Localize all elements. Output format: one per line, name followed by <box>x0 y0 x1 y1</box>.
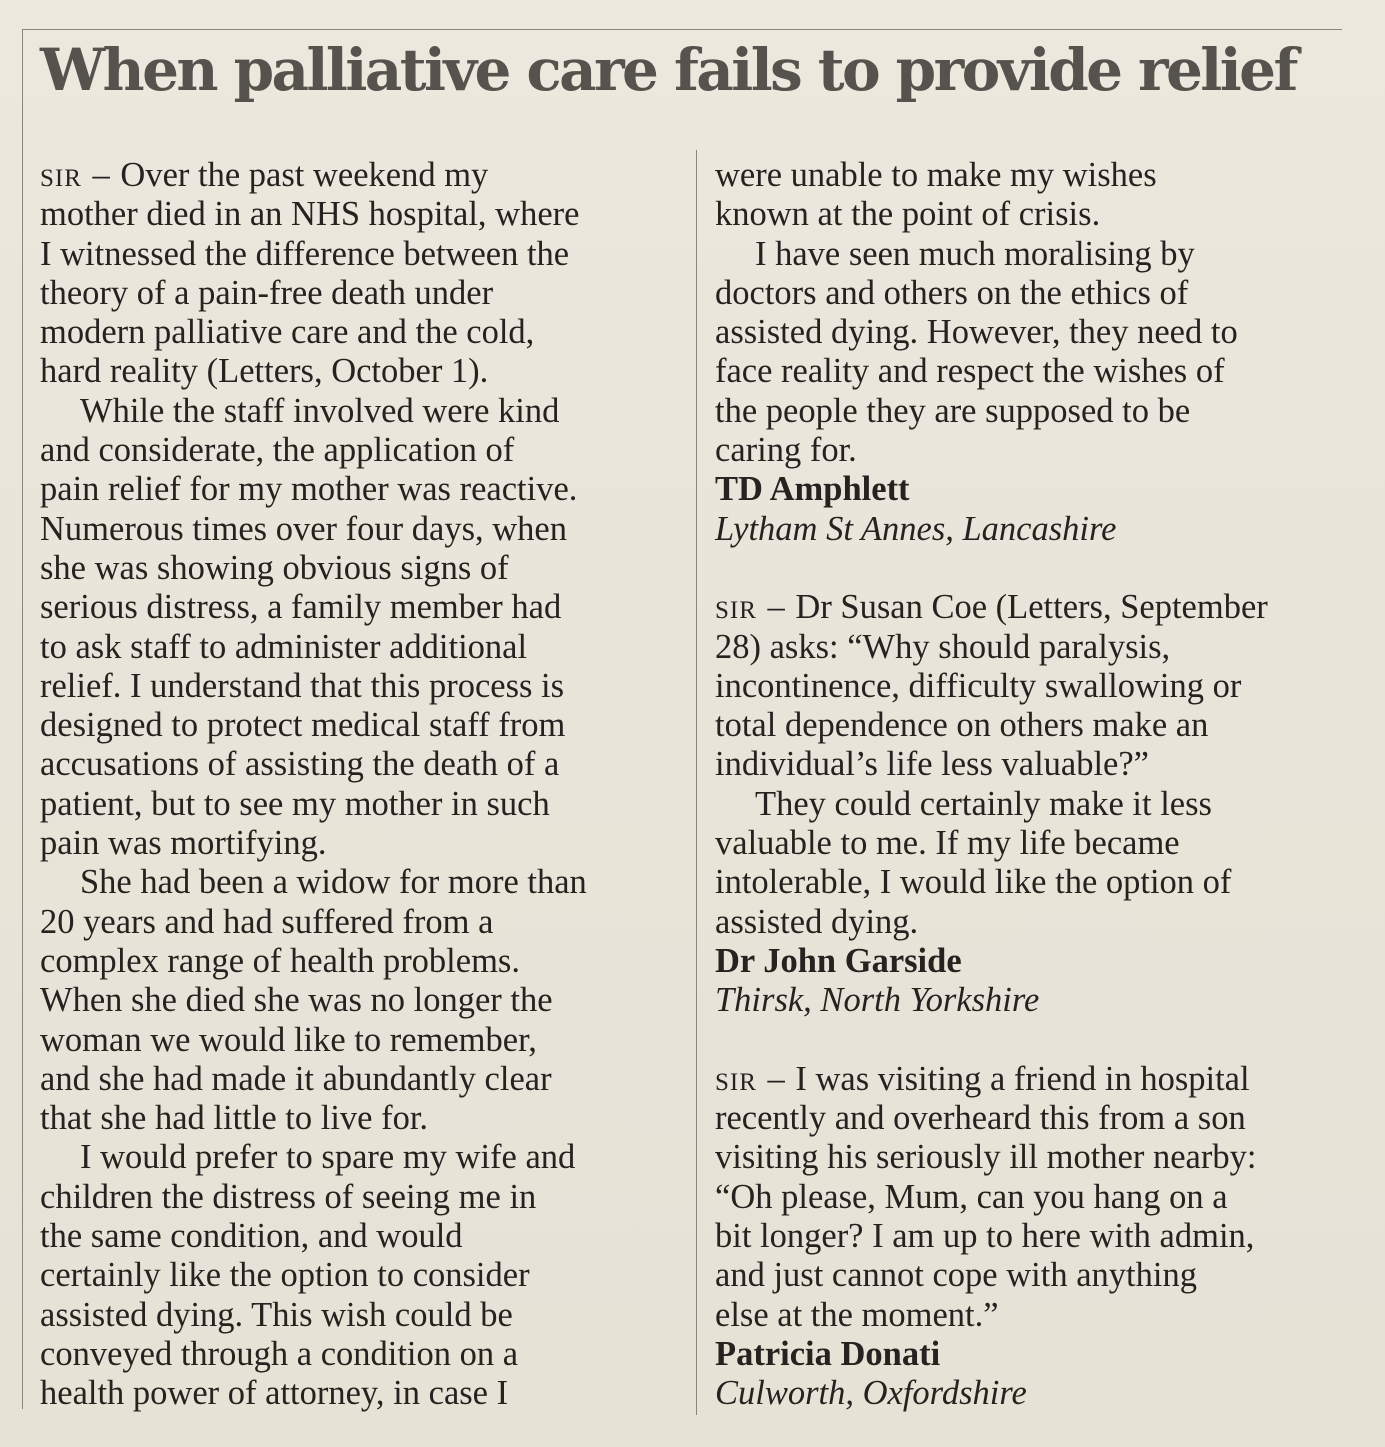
signature-name: Dr John Garside <box>715 941 962 980</box>
letter-line: relief. I understand that this process is <box>40 666 565 705</box>
letter-line: health power of attorney, in case I <box>40 1374 509 1413</box>
letter-line: mother died in an NHS hospital, where <box>40 195 580 234</box>
letter-line: While the staff involved were kind <box>80 391 560 430</box>
letter-line: incontinence, difficulty swallowing or <box>715 666 1242 705</box>
salutation: SIR <box>715 597 757 625</box>
letter-line: She had been a widow for more than <box>80 863 587 902</box>
letter-2 <box>715 588 1355 1020</box>
letter-line: accusations of assisting the death of a <box>40 745 560 784</box>
letter-line: modern palliative care and the cold, <box>40 313 535 352</box>
letter-line: assisted dying. However, they need to <box>715 313 1238 352</box>
letter-line: “Oh please, Mum, can you hang on a <box>715 1177 1228 1216</box>
letter-line: I have seen much moralising by <box>755 234 1195 273</box>
letter-line: were unable to make my wishes <box>715 156 1157 194</box>
letter-line: visiting his seriously ill mother nearby: <box>715 1138 1257 1177</box>
letter-line: else at the moment.” <box>715 1295 999 1334</box>
letter-line: They could certainly make it less <box>755 784 1212 823</box>
column-right <box>715 156 1355 1414</box>
headline: When palliative care fails to provide relief <box>40 36 1296 104</box>
signature-name: TD Amphlett <box>715 470 910 509</box>
letter-line: I would prefer to spare my wife and <box>80 1138 576 1177</box>
letter-spacer <box>715 549 1355 588</box>
letter-line: hard reality (Letters, October 1). <box>40 352 489 391</box>
letter-line: designed to protect medical staff from <box>40 706 566 745</box>
letter-line: face reality and respect the wishes of <box>715 352 1225 391</box>
letter-line: bit longer? I am up to here with admin, <box>715 1217 1255 1256</box>
letter-line: pain relief for my mother was reactive. <box>40 470 578 509</box>
letter-line: caring for. <box>715 431 857 470</box>
letter-line: woman we would like to remember, <box>40 1020 537 1059</box>
signature-location: Culworth, Oxfordshire <box>715 1374 1027 1413</box>
letter-line: the same condition, and would <box>40 1217 463 1256</box>
letter-spacer <box>715 1021 1355 1060</box>
letter-line: total dependence on others make an <box>715 706 1209 745</box>
letter-line: she was showing obvious signs of <box>40 548 509 587</box>
dash: – <box>767 1059 785 1098</box>
letter-line: recently and overheard this from a son <box>715 1099 1246 1138</box>
column-left <box>40 156 685 1414</box>
letter-line: complex range of health problems. <box>40 941 520 980</box>
letter-line: patient, but to see my mother in such <box>40 784 550 823</box>
signature-location: Thirsk, North Yorkshire <box>715 981 1040 1020</box>
letter-line: known at the point of crisis. <box>715 195 1101 234</box>
letter-line: SIR – Over the past weekend my <box>40 156 489 194</box>
letter-line: 20 years and had suffered from a <box>40 902 494 941</box>
letter-line: certainly like the option to consider <box>40 1256 530 1295</box>
letter-line: When she died she was no longer the <box>40 981 553 1020</box>
letter-line: to ask staff to administer additional <box>40 627 528 666</box>
dash: – <box>92 156 110 194</box>
top-rule <box>22 29 1342 30</box>
letter-line: that she had little to live for. <box>40 1099 429 1138</box>
letter-line: the people they are supposed to be <box>715 391 1191 430</box>
dash: – <box>767 588 785 627</box>
salutation: SIR <box>40 165 82 192</box>
letter-line: theory of a pain-free death under <box>40 273 494 312</box>
letter-line: pain was mortifying. <box>40 824 327 863</box>
letter-line: children the distress of seeing me in <box>40 1177 537 1216</box>
signature-location: Lytham St Annes, Lancashire <box>715 509 1117 548</box>
letter-line: and she had made it abundantly clear <box>40 1059 552 1098</box>
signature-name: Patricia Donati <box>715 1334 941 1373</box>
letter-line: I witnessed the difference between the <box>40 234 570 273</box>
letter-line: Numerous times over four days, when <box>40 509 567 548</box>
letter-line: conveyed through a condition on a <box>40 1334 519 1373</box>
letter-line: and just cannot cope with anything <box>715 1256 1197 1295</box>
letter-line: SIR – Dr Susan Coe (Letters, September <box>715 588 1268 627</box>
column-divider <box>696 150 697 1415</box>
letter-line: SIR – I was visiting a friend in hospital <box>715 1059 1250 1098</box>
letter-line: and considerate, the application of <box>40 431 515 470</box>
letter-line: valuable to me. If my life became <box>715 824 1180 863</box>
salutation: SIR <box>715 1068 757 1096</box>
letter-line: serious distress, a family member had <box>40 588 562 627</box>
left-rule <box>22 29 23 1409</box>
letter-1 <box>40 156 685 1414</box>
letter-line: assisted dying. <box>715 902 919 941</box>
letter-line: 28) asks: “Why should paralysis, <box>715 627 1171 666</box>
letter-line: doctors and others on the ethics of <box>715 273 1189 312</box>
letter-3 <box>715 1060 1355 1414</box>
letter-line: assisted dying. This wish could be <box>40 1295 513 1334</box>
letter-line: individual’s life less valuable?” <box>715 745 1149 784</box>
letter-1-continued <box>715 156 1355 549</box>
letter-line: intolerable, I would like the option of <box>715 863 1232 902</box>
